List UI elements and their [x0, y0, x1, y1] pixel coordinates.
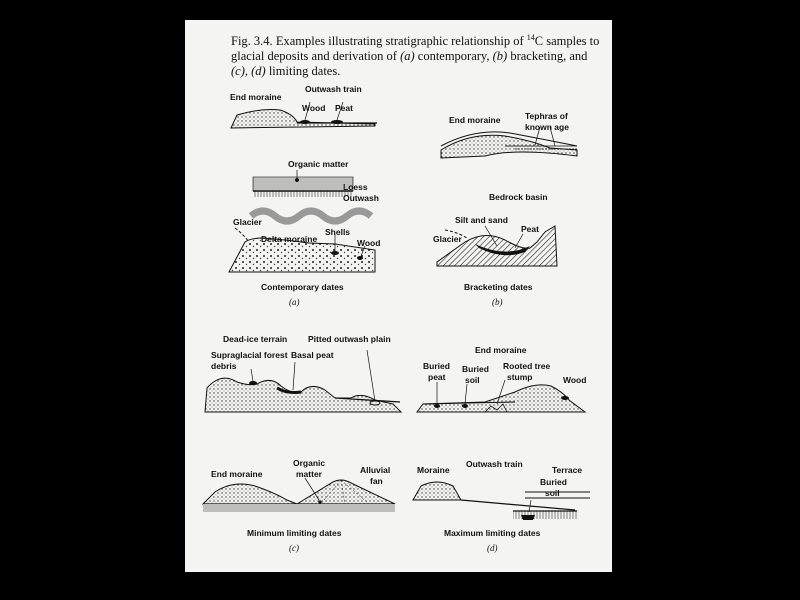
- carbon-isotope-superscript: 14: [526, 33, 535, 42]
- b-silt-sand-label: Silt and sand: [455, 215, 508, 225]
- a-shells-label: Shells: [325, 227, 351, 237]
- buried-soil-icon: [462, 404, 468, 408]
- b-tephras-label-1: Tephras of: [525, 111, 568, 121]
- b-tephras-label-2: known age: [525, 122, 569, 132]
- c-letter: (c): [289, 543, 299, 553]
- d-letter: (d): [487, 543, 498, 553]
- c-organic-label-1: Organic: [293, 458, 326, 468]
- c-alluvial-label-1: Alluvial: [360, 465, 391, 475]
- a-outwash-label: Outwash: [343, 193, 379, 203]
- d-outwash-train-label: Outwash train: [466, 459, 523, 469]
- c-pitted-outwash-label: Pitted outwash plain: [308, 334, 391, 344]
- caption-c: (c),: [231, 64, 248, 79]
- c-organic-matter-icon: [318, 500, 321, 503]
- caption-a: (a): [400, 49, 415, 64]
- panel-a-loess-diagram: [253, 170, 353, 197]
- caption-text: Examples illustrating stratigraphic relationship of: [275, 34, 527, 49]
- buried-peat-icon: [434, 404, 440, 408]
- d-wood-icon: [561, 396, 569, 400]
- d-buried-label-1: Buried: [540, 477, 567, 487]
- a-wood2-label: Wood: [357, 238, 381, 248]
- wood-sample-icon: [300, 120, 310, 124]
- a-letter: (a): [289, 297, 300, 307]
- b-caption: Bracketing dates: [464, 282, 533, 292]
- b-bedrock-basin-label: Bedrock basin: [489, 192, 548, 202]
- c-end-moraine-label: End moraine: [211, 469, 263, 479]
- a-outwash-train-label: Outwash train: [305, 84, 362, 94]
- b-end-moraine-label: End moraine: [449, 115, 501, 125]
- c-supraglacial-label-2: debris: [211, 361, 237, 371]
- a-organic-matter-label: Organic matter: [288, 159, 349, 169]
- panel-d-buried-diagram: [417, 380, 585, 412]
- c-dead-ice-label: Dead-ice terrain: [223, 334, 288, 344]
- d-rooted-stump-label-2: stump: [507, 372, 533, 382]
- b-letter: (b): [492, 297, 503, 307]
- panel-b-basin-diagram: [437, 226, 557, 266]
- b-glacier-label: Glacier: [433, 234, 462, 244]
- panel-d-terrace-diagram: [413, 482, 590, 520]
- b-peat-label: Peat: [521, 224, 539, 234]
- c-basal-peat-label: Basal peat: [291, 350, 334, 360]
- caption-text-3: contemporary,: [414, 49, 493, 64]
- caption-d: (d): [251, 64, 266, 79]
- figure-number: Fig. 3.4.: [231, 34, 273, 49]
- a-caption: Contemporary dates: [261, 282, 344, 292]
- d-buried-peat-label-2: peat: [428, 372, 446, 382]
- panel-c-alluvial-diagram: [203, 478, 395, 512]
- d-wood-label: Wood: [563, 375, 587, 385]
- a-peat-label: Peat: [335, 103, 353, 113]
- a-glacier-label: Glacier: [233, 217, 262, 227]
- c-supraglacial-label-1: Supraglacial forest: [211, 350, 288, 360]
- figure-diagrams: [185, 20, 612, 572]
- d-buried-label-2: soil: [545, 488, 560, 498]
- a-end-moraine-label: End moraine: [230, 92, 282, 102]
- c-caption: Minimum limiting dates: [247, 528, 342, 538]
- d-buried-peat-label-1: Buried: [423, 361, 450, 371]
- d-buried-soil-icon: [521, 515, 535, 520]
- d-buried-soil-label-2: soil: [465, 375, 480, 385]
- c-organic-label-2: matter: [296, 469, 322, 479]
- caption-b: (b): [492, 49, 508, 64]
- d-moraine-label: Moraine: [417, 465, 450, 475]
- d-end-moraine-label: End moraine: [475, 345, 527, 355]
- caption-text-6: limiting dates.: [265, 64, 341, 79]
- wood-sample-icon-2: [357, 256, 363, 260]
- a-delta-moraine-label: Delta moraine: [261, 234, 318, 244]
- caption-text-2: C samples to glacial deposits and derivation of: [231, 34, 603, 64]
- a-loess-label: Loess: [343, 182, 368, 192]
- shells-sample-icon: [331, 251, 339, 255]
- forest-debris-icon: [249, 381, 257, 385]
- caption-text-4: bracketing, and: [507, 49, 591, 64]
- d-rooted-stump-label-1: Rooted tree: [503, 361, 551, 371]
- a-wood-label: Wood: [302, 103, 326, 113]
- peat-sample-icon: [331, 120, 343, 124]
- organic-matter-icon: [295, 178, 299, 182]
- d-buried-soil-label-1: Buried: [462, 364, 489, 374]
- c-alluvial-label-2: fan: [370, 476, 383, 486]
- d-terrace-label: Terrace: [552, 465, 583, 475]
- d-caption: Maximum limiting dates: [444, 528, 541, 538]
- book-page: [185, 20, 612, 572]
